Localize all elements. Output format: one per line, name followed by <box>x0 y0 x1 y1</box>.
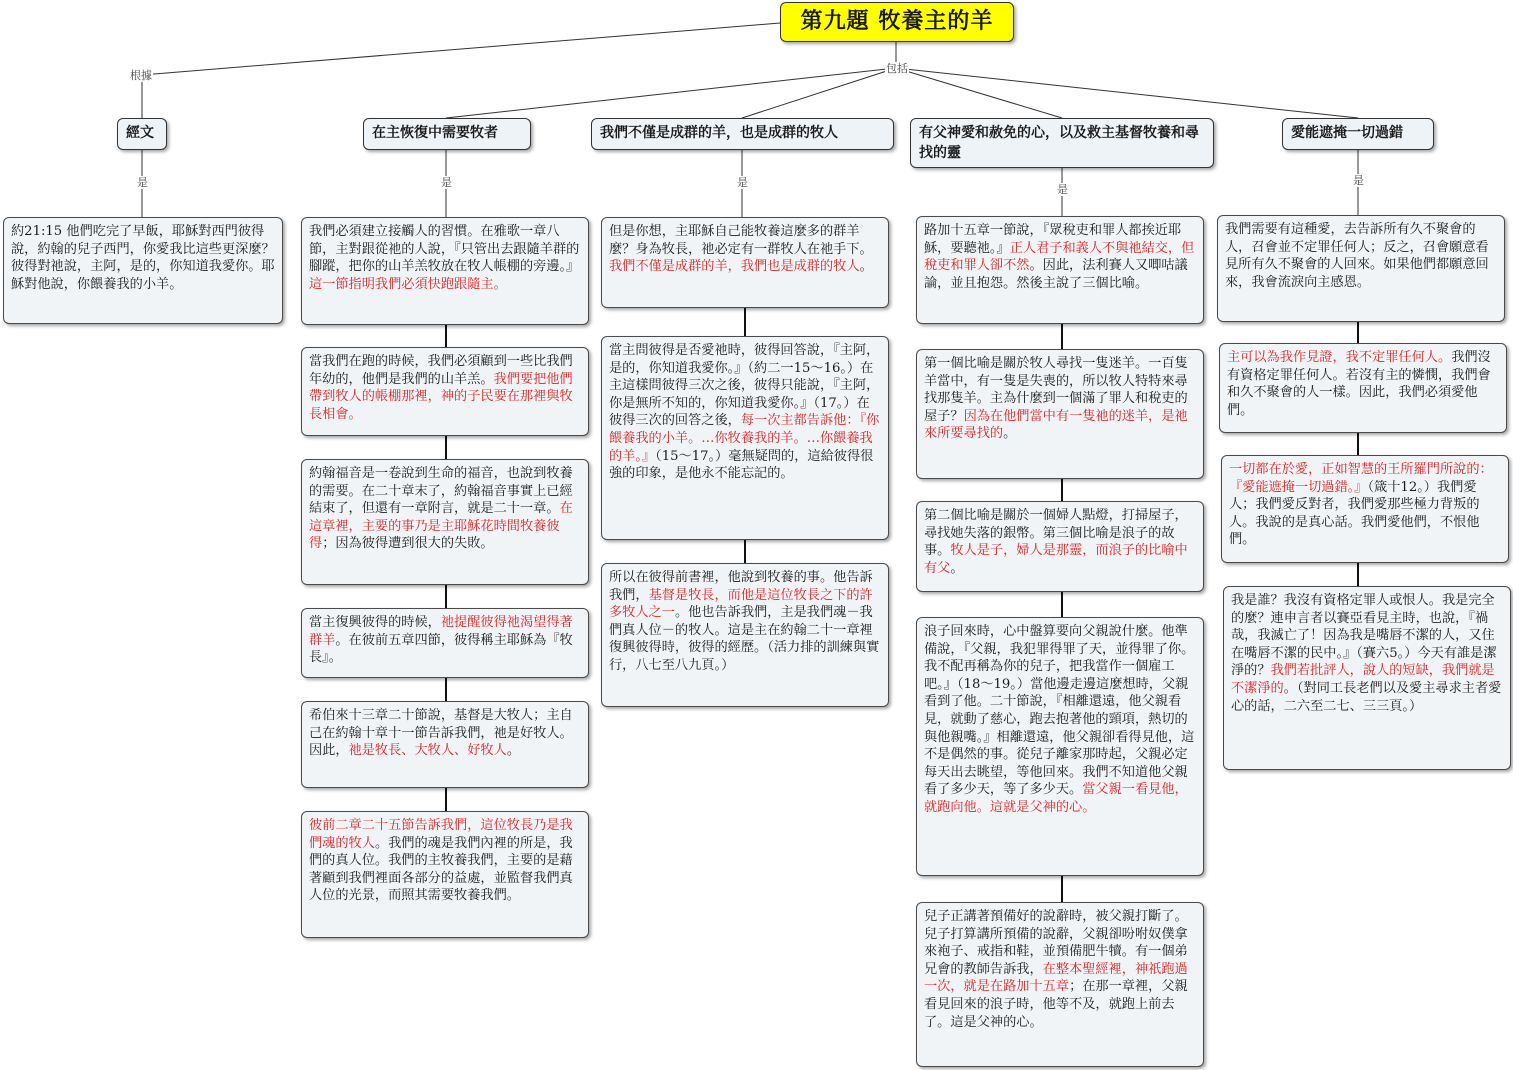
note-father-5[interactable] <box>916 902 1204 1067</box>
note-text: 。（對同工長老們以及愛主尋求主者愛心的話，二六至二七、三三頁。） <box>1231 680 1502 714</box>
emphasis-text: 每一次主都告訴他：『你餵養我的小羊。…你牧養我的羊。…你餵養我的羊。』 <box>609 413 880 464</box>
branch-scripture[interactable]: 經文 <box>117 118 167 150</box>
note-shepherds-3[interactable] <box>301 459 589 585</box>
emphasis-text: 因為在他們當中有一隻祂的迷羊，是祂來所要尋找的 <box>924 408 1188 442</box>
emphasis-text: 祂提醒彼得祂渴望得著群羊 <box>309 615 573 648</box>
note-text: 。 <box>506 743 520 759</box>
note-text: 我們需要有這種愛，去告訴所有久不聚會的人，召會並不定罪任何人；反之，召會願意看見所有久不聚會的人回來。如果他們都願意回來，我會流淚向主感恩。 <box>1225 222 1489 290</box>
note-text: 。我們的魂是我們內裡的所是，我們的真人位。我們的主牧養我們，主要的是藉著顧到我們裡面各部分的益處，並監督我們真人位的光景，而照其需要牧養我們。 <box>309 835 573 904</box>
note-love-1[interactable] <box>1217 215 1505 322</box>
branch-shepherds-needed[interactable]: 在主恢復中需要牧者 <box>363 118 531 150</box>
note-flock-1[interactable] <box>601 217 889 308</box>
note-love-3[interactable] <box>1221 455 1509 563</box>
emphasis-text: 基督是牧長，而他是這位牧長之下的許多牧人之一 <box>609 587 873 621</box>
note-text: 我們沒有資格定罪任何人。若沒有主的憐憫，我們會和久不聚會的人一樣。因此，我們必須愛他們。 <box>1227 350 1491 418</box>
note-shepherds-5[interactable] <box>301 701 589 788</box>
emphasis-text: 牧人是子，婦人是那靈，而浪子的比喻中有父 <box>924 543 1188 576</box>
label-is-2: 是 <box>441 176 452 189</box>
branch-love-covers[interactable]: 愛能遮掩一切過錯 <box>1282 118 1434 150</box>
branch-father-heart[interactable]: 有父神愛和赦免的心，以及救主基督牧養和尋找的靈 <box>910 118 1214 168</box>
note-flock-2[interactable] <box>601 336 889 540</box>
note-text: 所以在彼得前書裡，他說到牧養的事。他告訴我們， <box>609 570 873 603</box>
note-text: 浪子回來時，心中盤算要向父親說什麼。他準備說，『父親，我犯罪得罪了天，並得罪了你。我不配再稱為你的兒子，把我當作一個雇工吧。』（18～19。）當他邊走邊這麼想時，父親看到了他。二十節說，『相離還遠，他父親看見，就動了慈心，跑去抱著他的頸項，熱切的與他親嘴。』相離還遠，他父親卻看得見他，這不是偶然的事。從兒子離家那時起，父親必定每天出去眺望，等他回來。我們不知道他父親看了多少天，等了多少天。 <box>924 624 1195 798</box>
note-text: 約翰福音是一卷說到生命的福音，也說到牧養的需要。在二十章末了，約翰福音事實上已經結束了，但還有一章附言，就是二十一章。 <box>309 466 573 517</box>
note-love-2[interactable] <box>1219 343 1507 433</box>
note-text: 第二個比喻是關於一個婦人點燈，打掃屋子，尋找她失落的銀幣。第三個比喻是浪子的故事。 <box>924 508 1188 559</box>
note-shepherds-4[interactable] <box>301 608 589 678</box>
note-text: 當主復興彼得的時候， <box>309 615 441 630</box>
emphasis-text: 我們若批評人，說人的短缺，我們就是不潔淨的 <box>1231 663 1495 696</box>
note-father-2[interactable] <box>916 349 1204 479</box>
note-father-4[interactable] <box>916 617 1204 876</box>
note-text: 。因此，法利賽人又唧咕議論，並且抱怨。然後主說了三個比喻。 <box>924 258 1188 291</box>
note-text: 第一個比喻是關於牧人尋找一隻迷羊。一百隻羊當中，有一隻是失喪的，所以牧人特特來尋找那隻羊。主為什麼到一個滿了罪人和稅吏的屋子？ <box>924 356 1188 424</box>
note-text: 。在彼前五章四節，彼得稱主耶穌為『牧長』。 <box>309 632 573 666</box>
branch-flock-and-shepherds[interactable]: 我們不僅是成群的羊，也是成群的牧人 <box>591 118 894 150</box>
emphasis-text: 這一節指明我們必須快跑跟隨主。 <box>309 276 507 292</box>
note-flock-3[interactable] <box>601 563 889 707</box>
note-text: ；在那一章裡，父親看見回來的浪子時，他等不及，就跑上前去了。這是父神的心。 <box>924 979 1188 1030</box>
note-shepherds-2[interactable] <box>301 347 589 436</box>
emphasis-text: 在整本聖經裡，神祇跑過一次，就是在路加十五章 <box>924 961 1188 995</box>
note-text: 約21:15 他們吃完了早飯，耶穌對西門彼得說，約翰的兒子西門，你愛我比這些更深麼？彼得對祂說，主阿，是的，你知道我愛你。耶穌對他說，你餵養我的小羊。 <box>11 224 275 292</box>
note-text: 希伯來十三章二十節說，基督是大牧人；主自己在約翰十章十一節告訴我們，祂是好牧人。因此， <box>309 708 573 759</box>
emphasis-text: 我們不僅是成群的羊，我們也是成群的牧人 <box>609 259 860 275</box>
note-shepherds-1[interactable] <box>301 217 589 325</box>
root-topic[interactable]: 第九題 牧養主的羊 <box>780 2 1014 42</box>
note-text: 當我們在跑的時候，我們必須顧到一些比我們年幼的，他們是我們的山羊羔。 <box>309 354 573 387</box>
note-text: 路加十五章一節說，『眾稅吏和罪人都挨近耶穌，要聽祂。』 <box>924 223 1182 256</box>
note-text: 但是你想，主耶穌自己能牧養這麼多的群羊麼？身為牧長，祂必定有一群牧人在祂手下。 <box>609 224 873 257</box>
emphasis-text: 我們要把他們帶到牧人的帳棚那裡，神的子民要在那裡與牧長相會。 <box>309 371 573 422</box>
note-text: （15～17。）毫無疑問的，這給彼得很強的印象，是他永不能忘記的。 <box>609 448 874 482</box>
note-shepherds-6[interactable] <box>301 811 589 938</box>
emphasis-text: 彼前二章二十五節告訴我們，這位牧長乃是我們魂的牧人 <box>309 818 573 851</box>
emphasis-text: 祂是牧長、大牧人、好牧人 <box>348 743 507 759</box>
note-text: 。 <box>950 560 964 576</box>
note-father-1[interactable] <box>916 216 1204 324</box>
note-text: 。 <box>1003 426 1017 442</box>
note-text: （箴十12。）我們愛人；我們愛反對者，我們愛那些極力背叛的人。我說的是真心話。我們愛他們，不恨他們。 <box>1229 479 1480 548</box>
note-text: 兒子正講著預備好的說辭時，被父親打斷了。兒子打算講所預備的說辭，父親卻吩咐奴僕拿來袍子、戒指和鞋，並預備肥牛犢。有一個弟兄會的教師告訴我， <box>924 909 1188 977</box>
label-is-3: 是 <box>737 176 748 189</box>
note-father-3[interactable] <box>916 501 1204 592</box>
note-text: 。 <box>859 259 873 275</box>
note-love-4[interactable] <box>1223 586 1511 770</box>
note-text: 。他也告訴我們，主是我們魂－我們真人位－的牧人。這是主在約翰二十一章裡復興彼得時，彼得的經歷。（活力排的訓練與實行，八七至八九頁。） <box>609 605 880 673</box>
emphasis-text: 在這章裡，主要的事乃是主耶穌花時間牧養彼得 <box>309 501 573 552</box>
note-text: ；因為彼得遭到很大的失敗。 <box>322 536 494 552</box>
note-text: 當主問彼得是否愛祂時，彼得回答說，『主阿，是的，你知道我愛你。』（約二一15～16。）在主這樣問彼得三次之後，彼得只能說，『主阿，你是無所不知的，你知道我愛你。』（17。）在彼得三次的回答之後， <box>609 343 880 429</box>
label-is-4: 是 <box>1057 183 1068 196</box>
label-includes: 包括 <box>886 62 908 75</box>
label-basis: 根據 <box>130 69 152 82</box>
emphasis-text: 當父親一看見他，就跑向他。這就是父神的心。 <box>924 782 1188 815</box>
note-text: 我是誰？我沒有資格定罪人或恨人。我是完全的麼？連申言者以賽亞看見主時，也說，『禍哉，我滅亡了！因為我是嘴唇不潔的人，又住在嘴唇不潔的民中。』（賽六5。）今天有誰是潔淨的？ <box>1231 593 1497 679</box>
emphasis-text: 正人君子和義人不與祂結交，但稅吏和罪人卻不然 <box>924 240 1195 274</box>
label-is-1: 是 <box>137 176 148 189</box>
note-text: 我們必須建立接觸人的習慣。在雅歌一章八節，主對跟從祂的人說，『只管出去跟隨羊群的腳蹤，把你的山羊羔牧放在牧人帳棚的旁邊。』 <box>309 224 580 275</box>
label-is-5: 是 <box>1353 174 1364 187</box>
note-scripture-1[interactable] <box>3 217 283 324</box>
emphasis-text: 主可以為我作見證，我不定罪任何人。 <box>1227 350 1452 365</box>
emphasis-text: 一切都在於愛，正如智慧的王所羅門所說的：『愛能遮掩一切過錯。』 <box>1229 462 1493 495</box>
